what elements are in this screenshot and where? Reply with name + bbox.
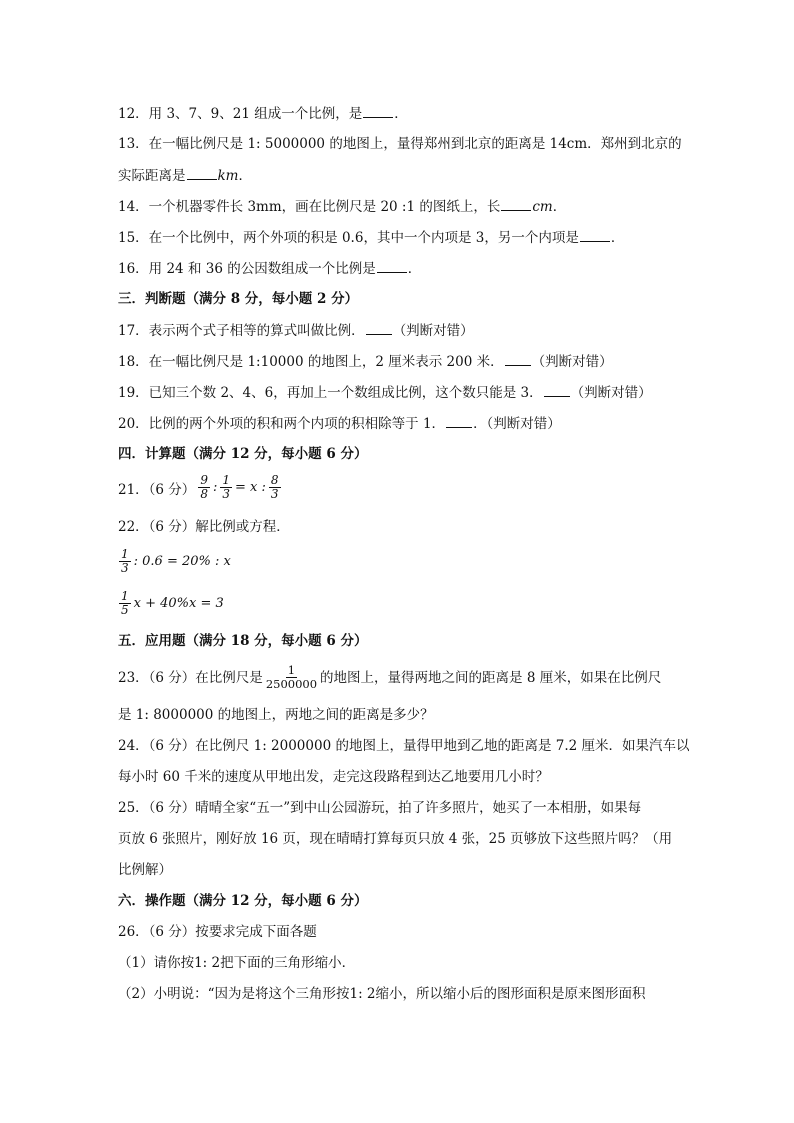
- answer-blank[interactable]: [377, 258, 407, 273]
- fraction: $\frac{9}{8}$: [200, 473, 208, 501]
- question-26: 26．（6 分）按要求完成下面各题: [118, 924, 317, 940]
- answer-blank[interactable]: [580, 227, 610, 242]
- answer-blank[interactable]: [505, 351, 531, 366]
- equation-22b: $\frac{1}{5}$ x + 40%x = 3: [121, 589, 224, 617]
- question-22: 22．（6 分）解比例或方程．: [118, 519, 290, 535]
- question-14: 14．一个机器零件长 3mm，画在比例尺是 20 :1 的图纸上，长 cm．: [118, 196, 678, 217]
- question-12: 12．用 3、7、9、21 组成一个比例，是 ．: [118, 103, 678, 124]
- fraction: $\frac{1}{3}$: [222, 473, 230, 501]
- fraction: $\frac{1}{3}$: [121, 547, 129, 575]
- question-16: 16．用 24 和 36 的公因数组成一个比例是 ．: [118, 258, 678, 279]
- answer-blank[interactable]: [501, 196, 531, 211]
- answer-blank[interactable]: [446, 413, 472, 428]
- question-18: 18．在一幅比例尺是 1:10000 的地图上，2 厘米表示 200 米． （判断对错）: [118, 351, 678, 372]
- answer-blank[interactable]: [366, 320, 392, 335]
- question-24-line2: 每小时 60 千米的速度从甲地出发，走完这段路程到达乙地要用几小时？: [118, 769, 549, 785]
- question-13-line1: 13．在一幅比例尺是 1: 5000000 的地图上，量得郑州到北京的距离是 14cm．郑州到北京的: [118, 136, 682, 152]
- question-23-line2: 是 1: 8000000 的地图上，两地之间的距离是多少？: [118, 707, 434, 723]
- answer-blank[interactable]: [187, 165, 217, 180]
- answer-blank[interactable]: [544, 382, 570, 397]
- question-20: 20．比例的两个外项的积和两个内项的积相除等于 1． ．（判断对错）: [118, 413, 678, 434]
- fraction: $\frac{1}{5}$: [121, 589, 129, 617]
- question-26-part1: （1）请你按1: 2把下面的三角形缩小．: [118, 955, 356, 971]
- section-6-heading: 六．操作题（满分 12 分，每小题 6 分）: [118, 893, 368, 909]
- question-17: 17．表示两个式子相等的算式叫做比例． （判断对错）: [118, 320, 678, 341]
- answer-blank[interactable]: [363, 103, 393, 118]
- fraction: $\frac{8}{3}$: [270, 473, 279, 501]
- question-25-line3: 比例解）: [118, 862, 172, 878]
- section-4-heading: 四．计算题（满分 12 分，每小题 6 分）: [118, 446, 368, 462]
- question-23-line1: 23．（6 分）在比例尺是 $\frac{1}{2500000}$ 的地图上，量得两地之间的距离是 8 厘米，如果在比例尺: [118, 663, 662, 691]
- question-15: 15．在一个比例中，两个外项的积是 0.6，其中一个内项是 3，另一个内项是 ．: [118, 227, 678, 248]
- question-26-part2: （2）小明说：“因为是将这个三角形按1: 2缩小，所以缩小后的图形面积是原来图形面积: [118, 986, 646, 1002]
- equation-22a: $\frac{1}{3}$ : 0.6 = 20% : x: [121, 547, 231, 575]
- question-25-line2: 页放 6 张照片，刚好放 16 页，现在晴晴打算每页只放 4 张，25 页够放下这些照片吗？（用: [118, 831, 673, 847]
- question-19: 19．已知三个数 2、4、6，再加上一个数组成比例，这个数只能是 3． （判断对错）: [118, 382, 678, 403]
- question-25-line1: 25．（6 分）晴晴全家“五一”到中山公园游玩，拍了许多照片，她买了一本相册，如果每: [118, 800, 642, 816]
- question-21: 21．（6 分） $\frac{9}{8}$ : $\frac{1}{3}$ = x : $\frac{8}{3}$: [118, 473, 279, 501]
- section-5-heading: 五．应用题（满分 18 分，每小题 6 分）: [118, 633, 368, 649]
- section-3-heading: 三．判断题（满分 8 分，每小题 2 分）: [118, 291, 359, 307]
- scale-fraction: $\frac{1}{2500000}$: [265, 663, 318, 691]
- question-24-line1: 24．（6 分）在比例尺 1: 2000000 的地图上，量得甲地到乙地的距离是 7.2 厘米．如果汽车以: [118, 738, 690, 754]
- question-13-line2: 实际距离是 km．: [118, 165, 678, 186]
